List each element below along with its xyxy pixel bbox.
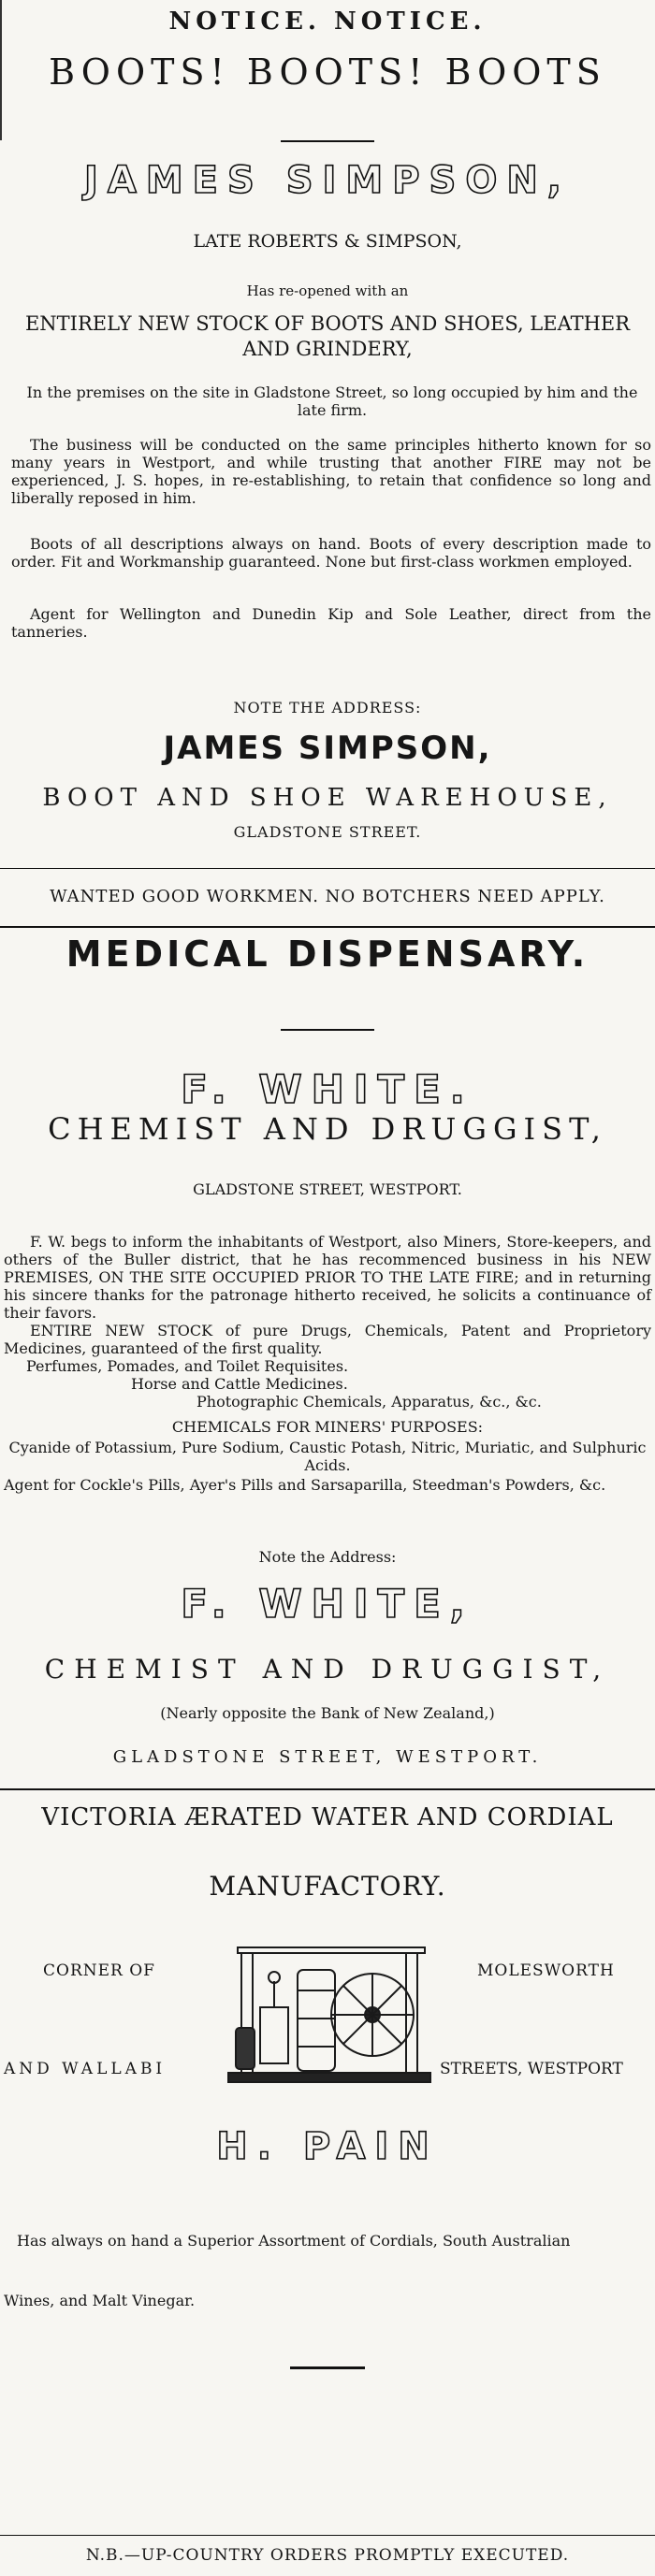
note-address: NOTE THE ADDRESS:: [233, 699, 422, 716]
molesworth-text: MOLESWORTH: [477, 1961, 615, 1980]
chemist-heading: CHEMIST AND DRUGGIST,: [48, 1111, 607, 1147]
divider: [0, 868, 655, 869]
boots-heading: BOOTS! BOOTS! BOOTS: [49, 51, 606, 93]
divider: [0, 1788, 655, 1790]
white-address: GLADSTONE STREET, WESTPORT.: [193, 1180, 462, 1198]
agent-text: Agent for Wellington and Dunedin Kip and Sole Leather, direct from the tanneries.: [11, 605, 651, 641]
notice-heading: NOTICE. NOTICE.: [168, 7, 487, 36]
premises-text: In the premises on the site in Gladstone Street, so long occupied by him and the late firm.: [26, 384, 638, 419]
horse-text: Horse and Cattle Medicines.: [131, 1375, 348, 1393]
chemicals-heading: CHEMICALS FOR MINERS' PURPOSES:: [171, 1418, 484, 1436]
warehouse-text: BOOT AND SHOE WAREHOUSE,: [42, 784, 613, 812]
begs-text: F. W. begs to inform the inhabitants of Westport, also Miners, Store-keepers, and others of the Buller district, that he has recommenced business in his NEW PREMISES, ON THE SITE OCCUPIED PRIOR TO THE LATE FIRE; and in returning his sincere thanks for the patronage hitherto received, he solicits a continuance of their favors.: [4, 1233, 651, 1322]
simpson-name-2: JAMES SIMPSON,: [163, 730, 492, 767]
boots-description: Boots of all descriptions always on hand. Boots of every description made to order. Fit and Workmanship guaranteed. None but first-class workmen employed.: [11, 535, 651, 571]
divider: [0, 926, 655, 928]
white-name: F. WHITE.: [181, 1066, 474, 1112]
wines-text: Wines, and Malt Vinegar.: [4, 2292, 196, 2309]
gladstone-street: GLADSTONE STREET.: [233, 823, 422, 841]
divider: [281, 1029, 374, 1031]
chemicals-text: Cyanide of Potassium, Pure Sodium, Caustic Potash, Nitric, Muriatic, and Sulphuric Acids.: [8, 1439, 647, 1474]
cockle-agent-text: Agent for Cockle's Pills, Ayer's Pills and Sarsaparilla, Steedman's Powders, &c.: [4, 1476, 606, 1494]
white-street-2: GLADSTONE STREET, WESTPORT.: [112, 1747, 543, 1767]
machinery-illustration: [223, 1925, 440, 2093]
perfumes-text: Perfumes, Pomades, and Toilet Requisites.: [26, 1357, 349, 1375]
divider: [0, 2535, 655, 2536]
reopened-text: Has re-opened with an: [246, 282, 409, 299]
opposite-bank: (Nearly opposite the Bank of New Zealand,): [160, 1704, 495, 1722]
business-text: The business will be conducted on the same principles hitherto known for so many years in Westport, and while trusting that another FIRE may not be experienced, J. S. hopes, in re-establishing, to retain that confidence so long and liberally reposed in him.: [11, 436, 651, 507]
divider: [281, 140, 374, 142]
and-wallabi-text: AND WALLABI: [4, 2060, 167, 2078]
has-always-text: Has always on hand a Superior Assortment of Cordials, South Australian: [17, 2232, 571, 2250]
simpson-name: JAMES SIMPSON,: [84, 159, 571, 202]
white-note: Note the Address:: [258, 1548, 397, 1566]
stock-text: ENTIRELY NEW STOCK OF BOOTS AND SHOES, LEATHER AND GRINDERY,: [24, 312, 631, 360]
victoria-heading: VICTORIA ÆRATED WATER AND CORDIAL: [41, 1803, 614, 1831]
nb-text: N.B.—UP-COUNTRY ORDERS PROMPTLY EXECUTED.: [85, 2546, 570, 2565]
wanted-text: WANTED GOOD WORKMEN. NO BOTCHERS NEED APPLY.: [50, 887, 605, 906]
divider: [290, 2366, 365, 2369]
dispensary-heading: MEDICAL DISPENSARY.: [66, 933, 590, 975]
pain-name: H. PAIN: [216, 2125, 439, 2168]
corner-text: CORNER OF: [43, 1961, 155, 1980]
chemist-heading-2: CHEMIST AND DRUGGIST,: [44, 1654, 611, 1685]
manufactory-heading: MANUFACTORY.: [209, 1871, 446, 1902]
streets-text: STREETS, WESTPORT: [440, 2060, 623, 2078]
entire-stock-text: ENTIRE NEW STOCK of pure Drugs, Chemicals, Patent and Proprietory Medicines, guaranteed of the first quality.: [4, 1322, 651, 1357]
white-name-2: F. WHITE,: [181, 1581, 474, 1627]
late-firm: LATE ROBERTS & SIMPSON,: [193, 231, 462, 252]
photo-text: Photographic Chemicals, Apparatus, &c., &c.: [196, 1393, 542, 1411]
